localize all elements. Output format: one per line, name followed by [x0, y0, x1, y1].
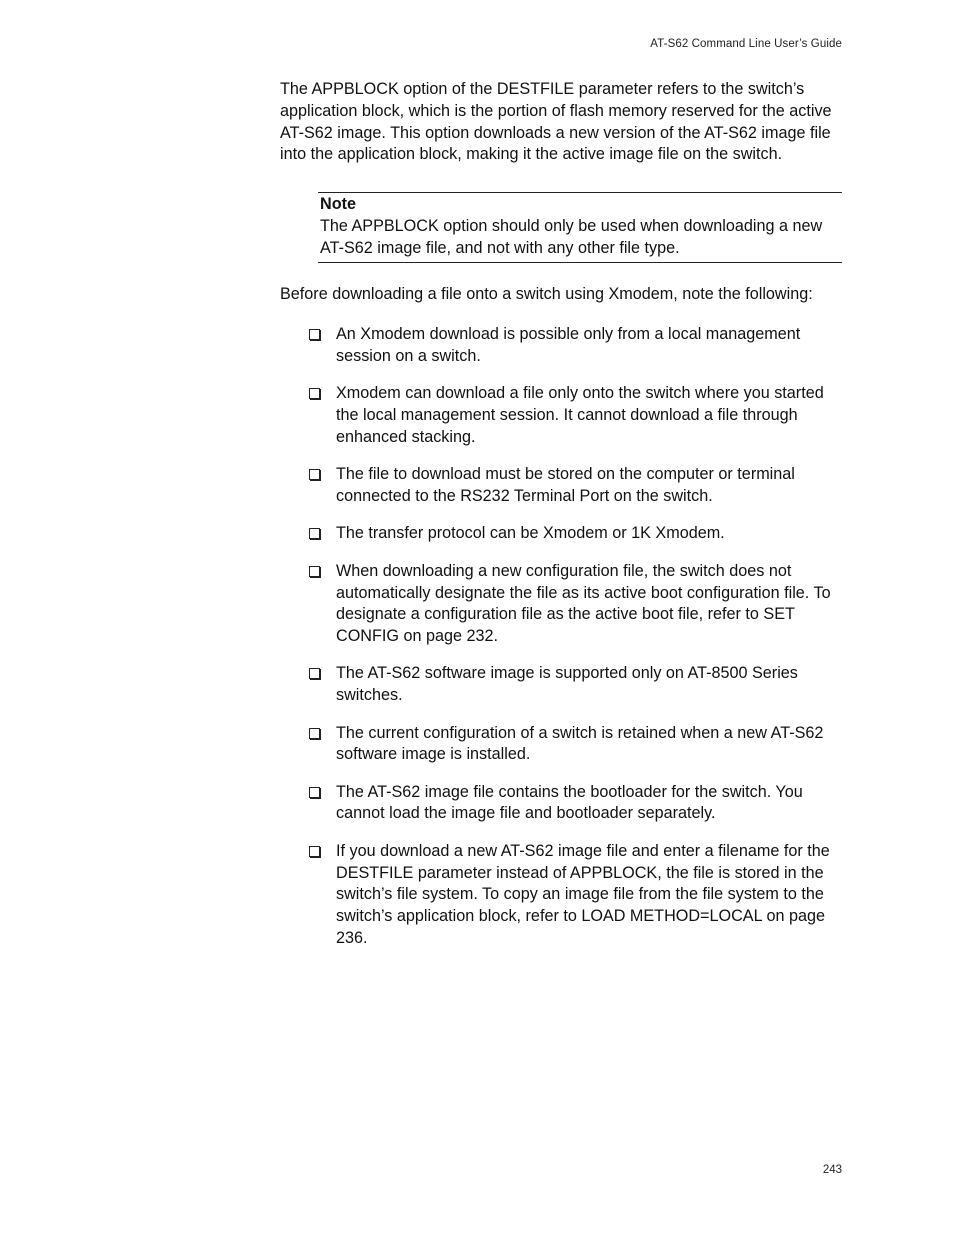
note-text: The APPBLOCK option should only be used when downloading a new AT-S62 image file, and not with any other file type.: [320, 216, 823, 257]
checkbox-square-icon: [309, 388, 320, 399]
intro-paragraph: The APPBLOCK option of the DESTFILE parameter refers to the switch’s application block, which is the portion of flash memory reserved for the active AT-S62 image. This option downloads a new version of the AT-S62 image file into the application block, making it the active image file on the switch.: [280, 80, 832, 164]
list-item-text: The file to download must be stored on the computer or terminal connected to the RS232 Terminal Port on the switch.: [336, 465, 795, 506]
checkbox-square-icon: [309, 528, 320, 539]
checkbox-square-icon: [309, 846, 320, 857]
list-item-text: The AT-S62 software image is supported only on AT-8500 Series switches.: [336, 664, 798, 705]
running-header: AT-S62 Command Line User’s Guide: [650, 38, 842, 50]
bullet-list: [280, 324, 842, 949]
checkbox-square-icon: [309, 668, 320, 679]
list-item-text: If you download a new AT-S62 image file and enter a filename for the DESTFILE parameter instead of APPBLOCK, the file is stored in the switch’s file system. To copy an image file from the file system to the switch’s application block, refer to LOAD METHOD=LOCAL on page 236.: [336, 841, 830, 947]
checkbox-square-icon: [309, 728, 320, 739]
checkbox-square-icon: [309, 329, 320, 340]
list-item: [280, 523, 842, 545]
list-item: [280, 782, 842, 826]
list-item: [280, 324, 842, 368]
list-item-text: When downloading a new configuration file, the switch does not automatically designate the file as its active boot configuration file. To designate a configuration file as the active boot file, refer to SET CONFIG on page 232.: [336, 561, 831, 646]
list-item: [280, 561, 842, 648]
checkbox-square-icon: [309, 566, 320, 577]
page-content: [280, 79, 842, 965]
checkbox-square-icon: [309, 469, 320, 480]
list-item: [280, 663, 842, 707]
list-item: [280, 723, 842, 767]
list-item: [280, 383, 842, 448]
list-item: [280, 841, 842, 950]
list-item-text: An Xmodem download is possible only from a local management session on a switch.: [336, 325, 801, 366]
lead-paragraph: Before downloading a file onto a switch using Xmodem, note the following:: [280, 284, 813, 303]
note-title: Note: [320, 195, 356, 214]
note-box: [318, 192, 842, 262]
list-item-text: The current configuration of a switch is retained when a new AT-S62 software image is installed.: [336, 723, 824, 764]
checkbox-square-icon: [309, 787, 320, 798]
list-item-text: Xmodem can download a file only onto the switch where you started the local management session. It cannot download a file through enhanced stacking.: [336, 384, 824, 447]
list-item: [280, 464, 842, 508]
list-item-text: The AT-S62 image file contains the bootloader for the switch. You cannot load the image file and bootloader separately.: [336, 782, 803, 823]
page-number: 243: [822, 1164, 842, 1176]
list-item-text: The transfer protocol can be Xmodem or 1K Xmodem.: [336, 524, 725, 543]
